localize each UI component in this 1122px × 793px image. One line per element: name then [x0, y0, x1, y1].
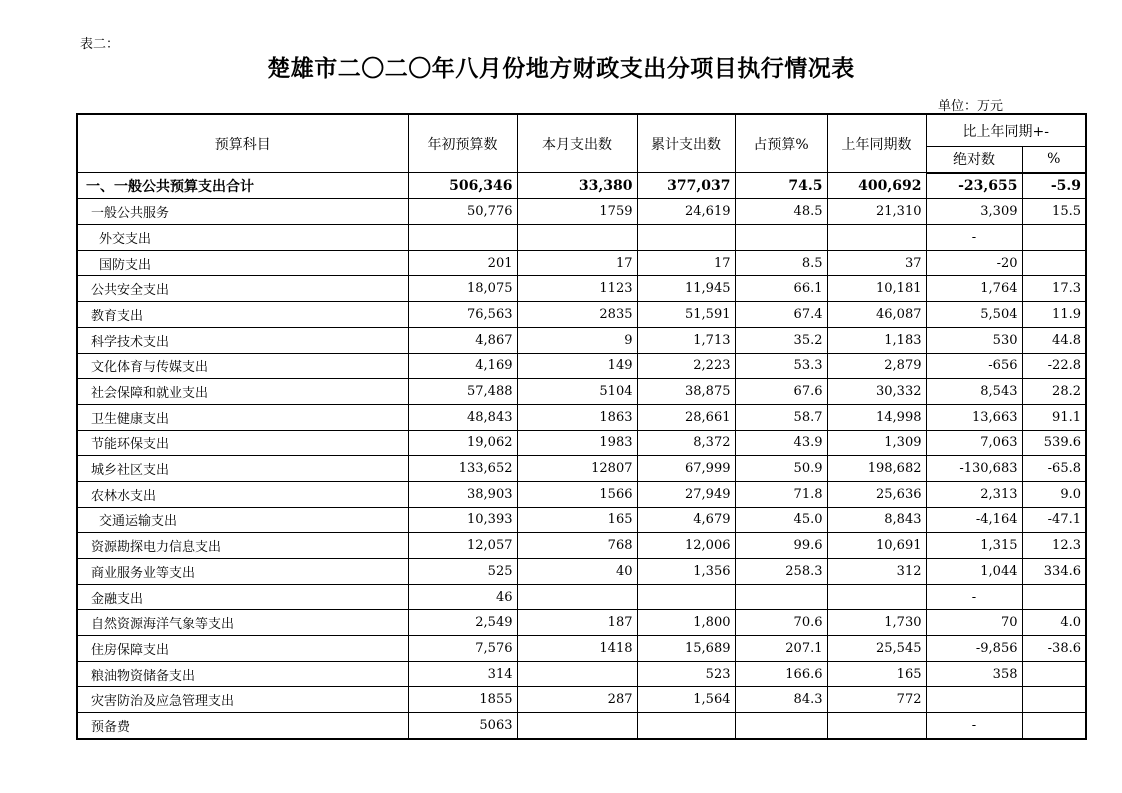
yoy-absolute-cell: 1,315: [926, 533, 1022, 559]
yoy-absolute-cell: -20: [926, 250, 1022, 276]
yoy-absolute-cell: -23,655: [926, 173, 1022, 199]
cumulative-expenditure-cell: 1,713: [637, 327, 735, 353]
row-name-cell: 科学技术支出: [77, 327, 408, 353]
pct-of-budget-cell: [735, 225, 827, 251]
pct-of-budget-cell: 67.4: [735, 302, 827, 328]
table-row: [77, 481, 1086, 507]
month-expenditure-cell: 1566: [517, 481, 637, 507]
table-row: [77, 559, 1086, 585]
initial-budget-cell: 133,652: [408, 456, 517, 482]
month-expenditure-cell: 17: [517, 250, 637, 276]
pct-of-budget-cell: 66.1: [735, 276, 827, 302]
cumulative-expenditure-cell: 523: [637, 661, 735, 687]
cumulative-expenditure-cell: 1,800: [637, 610, 735, 636]
row-name-cell: 节能环保支出: [77, 430, 408, 456]
cumulative-expenditure-cell: 67,999: [637, 456, 735, 482]
header-pct-of-budget: 占预算%: [735, 114, 827, 173]
initial-budget-cell: 38,903: [408, 481, 517, 507]
initial-budget-cell: 46: [408, 584, 517, 610]
row-name-cell: 粮油物资储备支出: [77, 661, 408, 687]
table-row: [77, 456, 1086, 482]
initial-budget-cell: 18,075: [408, 276, 517, 302]
initial-budget-cell: 4,867: [408, 327, 517, 353]
cumulative-expenditure-cell: 1,356: [637, 559, 735, 585]
yoy-absolute-cell: -: [926, 225, 1022, 251]
yoy-absolute-cell: 7,063: [926, 430, 1022, 456]
month-expenditure-cell: 12807: [517, 456, 637, 482]
yoy-pct-cell: -5.9: [1022, 173, 1086, 199]
month-expenditure-cell: 2835: [517, 302, 637, 328]
initial-budget-cell: 19,062: [408, 430, 517, 456]
month-expenditure-cell: 1123: [517, 276, 637, 302]
cumulative-expenditure-cell: 38,875: [637, 379, 735, 405]
yoy-absolute-cell: -130,683: [926, 456, 1022, 482]
last-year-cell: 312: [827, 559, 926, 585]
row-name-cell: 住房保障支出: [77, 636, 408, 662]
initial-budget-cell: 57,488: [408, 379, 517, 405]
row-name-cell: 商业服务业等支出: [77, 559, 408, 585]
row-name-cell: 一、一般公共预算支出合计: [77, 173, 408, 199]
header-cumulative-expenditure: 累计支出数: [637, 114, 735, 173]
initial-budget-cell: 5063: [408, 713, 517, 739]
initial-budget-cell: 201: [408, 250, 517, 276]
cumulative-expenditure-cell: 51,591: [637, 302, 735, 328]
row-name-cell: 教育支出: [77, 302, 408, 328]
table-row: [77, 584, 1086, 610]
yoy-absolute-cell: 1,044: [926, 559, 1022, 585]
header-last-year: 上年同期数: [827, 114, 926, 173]
yoy-pct-cell: [1022, 713, 1086, 739]
table-row: [77, 687, 1086, 713]
pct-of-budget-cell: 50.9: [735, 456, 827, 482]
month-expenditure-cell: 149: [517, 353, 637, 379]
table-row: [77, 533, 1086, 559]
document-title: 楚雄市二〇二〇年八月份地方财政支出分项目执行情况表: [267, 55, 855, 82]
pct-of-budget-cell: 74.5: [735, 173, 827, 199]
last-year-cell: 772: [827, 687, 926, 713]
initial-budget-cell: 2,549: [408, 610, 517, 636]
cumulative-expenditure-cell: 24,619: [637, 199, 735, 225]
yoy-absolute-cell: 8,543: [926, 379, 1022, 405]
yoy-absolute-cell: 5,504: [926, 302, 1022, 328]
last-year-cell: 25,636: [827, 481, 926, 507]
month-expenditure-cell: 768: [517, 533, 637, 559]
header-yoy-pct: %: [1022, 147, 1086, 173]
last-year-cell: 400,692: [827, 173, 926, 199]
initial-budget-cell: 314: [408, 661, 517, 687]
month-expenditure-cell: 40: [517, 559, 637, 585]
pct-of-budget-cell: 84.3: [735, 687, 827, 713]
header-subject: 预算科目: [77, 114, 408, 173]
yoy-pct-cell: 334.6: [1022, 559, 1086, 585]
row-name-cell: 自然资源海洋气象等支出: [77, 610, 408, 636]
last-year-cell: 30,332: [827, 379, 926, 405]
yoy-pct-cell: 12.3: [1022, 533, 1086, 559]
last-year-cell: 10,181: [827, 276, 926, 302]
pct-of-budget-cell: 258.3: [735, 559, 827, 585]
month-expenditure-cell: 1759: [517, 199, 637, 225]
cumulative-expenditure-cell: 11,945: [637, 276, 735, 302]
month-expenditure-cell: 165: [517, 507, 637, 533]
month-expenditure-cell: 1418: [517, 636, 637, 662]
cumulative-expenditure-cell: 28,661: [637, 404, 735, 430]
pct-of-budget-cell: 8.5: [735, 250, 827, 276]
pct-of-budget-cell: 99.6: [735, 533, 827, 559]
table-number-label: 表二：: [80, 37, 120, 52]
yoy-absolute-cell: 530: [926, 327, 1022, 353]
table-row: [77, 713, 1086, 739]
row-name-cell: 交通运输支出: [77, 507, 408, 533]
yoy-pct-cell: [1022, 687, 1086, 713]
initial-budget-cell: 10,393: [408, 507, 517, 533]
last-year-cell: 1,183: [827, 327, 926, 353]
yoy-absolute-cell: [926, 687, 1022, 713]
month-expenditure-cell: 1983: [517, 430, 637, 456]
table-row: [77, 610, 1086, 636]
pct-of-budget-cell: 67.6: [735, 379, 827, 405]
row-name-cell: 金融支出: [77, 584, 408, 610]
yoy-pct-cell: 44.8: [1022, 327, 1086, 353]
yoy-absolute-cell: -4,164: [926, 507, 1022, 533]
pct-of-budget-cell: [735, 713, 827, 739]
header-yoy-absolute: 绝对数: [926, 147, 1022, 173]
initial-budget-cell: 76,563: [408, 302, 517, 328]
last-year-cell: 46,087: [827, 302, 926, 328]
cumulative-expenditure-cell: 12,006: [637, 533, 735, 559]
pct-of-budget-cell: 53.3: [735, 353, 827, 379]
last-year-cell: [827, 225, 926, 251]
month-expenditure-cell: [517, 584, 637, 610]
pct-of-budget-cell: 166.6: [735, 661, 827, 687]
month-expenditure-cell: 1863: [517, 404, 637, 430]
yoy-absolute-cell: 70: [926, 610, 1022, 636]
row-name-cell: 一般公共服务: [77, 199, 408, 225]
month-expenditure-cell: 9: [517, 327, 637, 353]
table-row: [77, 225, 1086, 251]
row-name-cell: 社会保障和就业支出: [77, 379, 408, 405]
last-year-cell: [827, 713, 926, 739]
initial-budget-cell: 50,776: [408, 199, 517, 225]
last-year-cell: 8,843: [827, 507, 926, 533]
pct-of-budget-cell: 48.5: [735, 199, 827, 225]
initial-budget-cell: 48,843: [408, 404, 517, 430]
yoy-pct-cell: -47.1: [1022, 507, 1086, 533]
initial-budget-cell: 12,057: [408, 533, 517, 559]
last-year-cell: 21,310: [827, 199, 926, 225]
table-row: [77, 404, 1086, 430]
last-year-cell: 2,879: [827, 353, 926, 379]
yoy-pct-cell: 4.0: [1022, 610, 1086, 636]
last-year-cell: 1,309: [827, 430, 926, 456]
pct-of-budget-cell: [735, 584, 827, 610]
yoy-pct-cell: 91.1: [1022, 404, 1086, 430]
initial-budget-cell: 7,576: [408, 636, 517, 662]
row-name-cell: 国防支出: [77, 250, 408, 276]
cumulative-expenditure-cell: 27,949: [637, 481, 735, 507]
yoy-pct-cell: 9.0: [1022, 481, 1086, 507]
initial-budget-cell: 4,169: [408, 353, 517, 379]
cumulative-expenditure-cell: [637, 713, 735, 739]
pct-of-budget-cell: 43.9: [735, 430, 827, 456]
table-row-total: [77, 173, 1086, 199]
month-expenditure-cell: 5104: [517, 379, 637, 405]
yoy-absolute-cell: 13,663: [926, 404, 1022, 430]
unit-label: 单位：万元: [938, 99, 1004, 114]
last-year-cell: [827, 584, 926, 610]
yoy-pct-cell: 11.9: [1022, 302, 1086, 328]
last-year-cell: 165: [827, 661, 926, 687]
cumulative-expenditure-cell: [637, 584, 735, 610]
yoy-pct-cell: -65.8: [1022, 456, 1086, 482]
yoy-pct-cell: -22.8: [1022, 353, 1086, 379]
table-row: [77, 327, 1086, 353]
table-row: [77, 379, 1086, 405]
yoy-absolute-cell: -: [926, 713, 1022, 739]
table-row: [77, 661, 1086, 687]
yoy-absolute-cell: 3,309: [926, 199, 1022, 225]
row-name-cell: 农林水支出: [77, 481, 408, 507]
row-name-cell: 公共安全支出: [77, 276, 408, 302]
yoy-pct-cell: -38.6: [1022, 636, 1086, 662]
yoy-pct-cell: 539.6: [1022, 430, 1086, 456]
cumulative-expenditure-cell: 2,223: [637, 353, 735, 379]
yoy-pct-cell: [1022, 250, 1086, 276]
initial-budget-cell: 506,346: [408, 173, 517, 199]
cumulative-expenditure-cell: 4,679: [637, 507, 735, 533]
month-expenditure-cell: 187: [517, 610, 637, 636]
pct-of-budget-cell: 70.6: [735, 610, 827, 636]
table-row: [77, 430, 1086, 456]
row-name-cell: 文化体育与传媒支出: [77, 353, 408, 379]
row-name-cell: 城乡社区支出: [77, 456, 408, 482]
pct-of-budget-cell: 71.8: [735, 481, 827, 507]
month-expenditure-cell: 33,380: [517, 173, 637, 199]
table-row: [77, 276, 1086, 302]
yoy-pct-cell: [1022, 584, 1086, 610]
header-yoy-group: 比上年同期+-: [926, 114, 1086, 147]
cumulative-expenditure-cell: 377,037: [637, 173, 735, 199]
table-row: [77, 250, 1086, 276]
yoy-absolute-cell: -9,856: [926, 636, 1022, 662]
yoy-absolute-cell: 1,764: [926, 276, 1022, 302]
table-row: [77, 353, 1086, 379]
table-body: [77, 173, 1086, 739]
yoy-absolute-cell: 2,313: [926, 481, 1022, 507]
yoy-pct-cell: [1022, 225, 1086, 251]
initial-budget-cell: [408, 225, 517, 251]
pct-of-budget-cell: 58.7: [735, 404, 827, 430]
yoy-pct-cell: [1022, 661, 1086, 687]
month-expenditure-cell: [517, 713, 637, 739]
cumulative-expenditure-cell: 17: [637, 250, 735, 276]
yoy-pct-cell: 15.5: [1022, 199, 1086, 225]
row-name-cell: 卫生健康支出: [77, 404, 408, 430]
last-year-cell: 10,691: [827, 533, 926, 559]
table-row: [77, 199, 1086, 225]
yoy-pct-cell: 28.2: [1022, 379, 1086, 405]
last-year-cell: 37: [827, 250, 926, 276]
pct-of-budget-cell: 35.2: [735, 327, 827, 353]
initial-budget-cell: 525: [408, 559, 517, 585]
cumulative-expenditure-cell: 15,689: [637, 636, 735, 662]
pct-of-budget-cell: 45.0: [735, 507, 827, 533]
last-year-cell: 14,998: [827, 404, 926, 430]
month-expenditure-cell: [517, 661, 637, 687]
header-month-expenditure: 本月支出数: [517, 114, 637, 173]
table-row: [77, 302, 1086, 328]
row-name-cell: 资源勘探电力信息支出: [77, 533, 408, 559]
cumulative-expenditure-cell: [637, 225, 735, 251]
last-year-cell: 1,730: [827, 610, 926, 636]
yoy-absolute-cell: -656: [926, 353, 1022, 379]
yoy-absolute-cell: -: [926, 584, 1022, 610]
row-name-cell: 预备费: [77, 713, 408, 739]
last-year-cell: 198,682: [827, 456, 926, 482]
table-row: [77, 507, 1086, 533]
month-expenditure-cell: 287: [517, 687, 637, 713]
last-year-cell: 25,545: [827, 636, 926, 662]
yoy-pct-cell: 17.3: [1022, 276, 1086, 302]
table-row: [77, 636, 1086, 662]
row-name-cell: 外交支出: [77, 225, 408, 251]
yoy-absolute-cell: 358: [926, 661, 1022, 687]
pct-of-budget-cell: 207.1: [735, 636, 827, 662]
row-name-cell: 灾害防治及应急管理支出: [77, 687, 408, 713]
cumulative-expenditure-cell: 8,372: [637, 430, 735, 456]
cumulative-expenditure-cell: 1,564: [637, 687, 735, 713]
header-initial-budget: 年初预算数: [408, 114, 517, 173]
initial-budget-cell: 1855: [408, 687, 517, 713]
month-expenditure-cell: [517, 225, 637, 251]
expenditure-table: [76, 113, 1087, 740]
